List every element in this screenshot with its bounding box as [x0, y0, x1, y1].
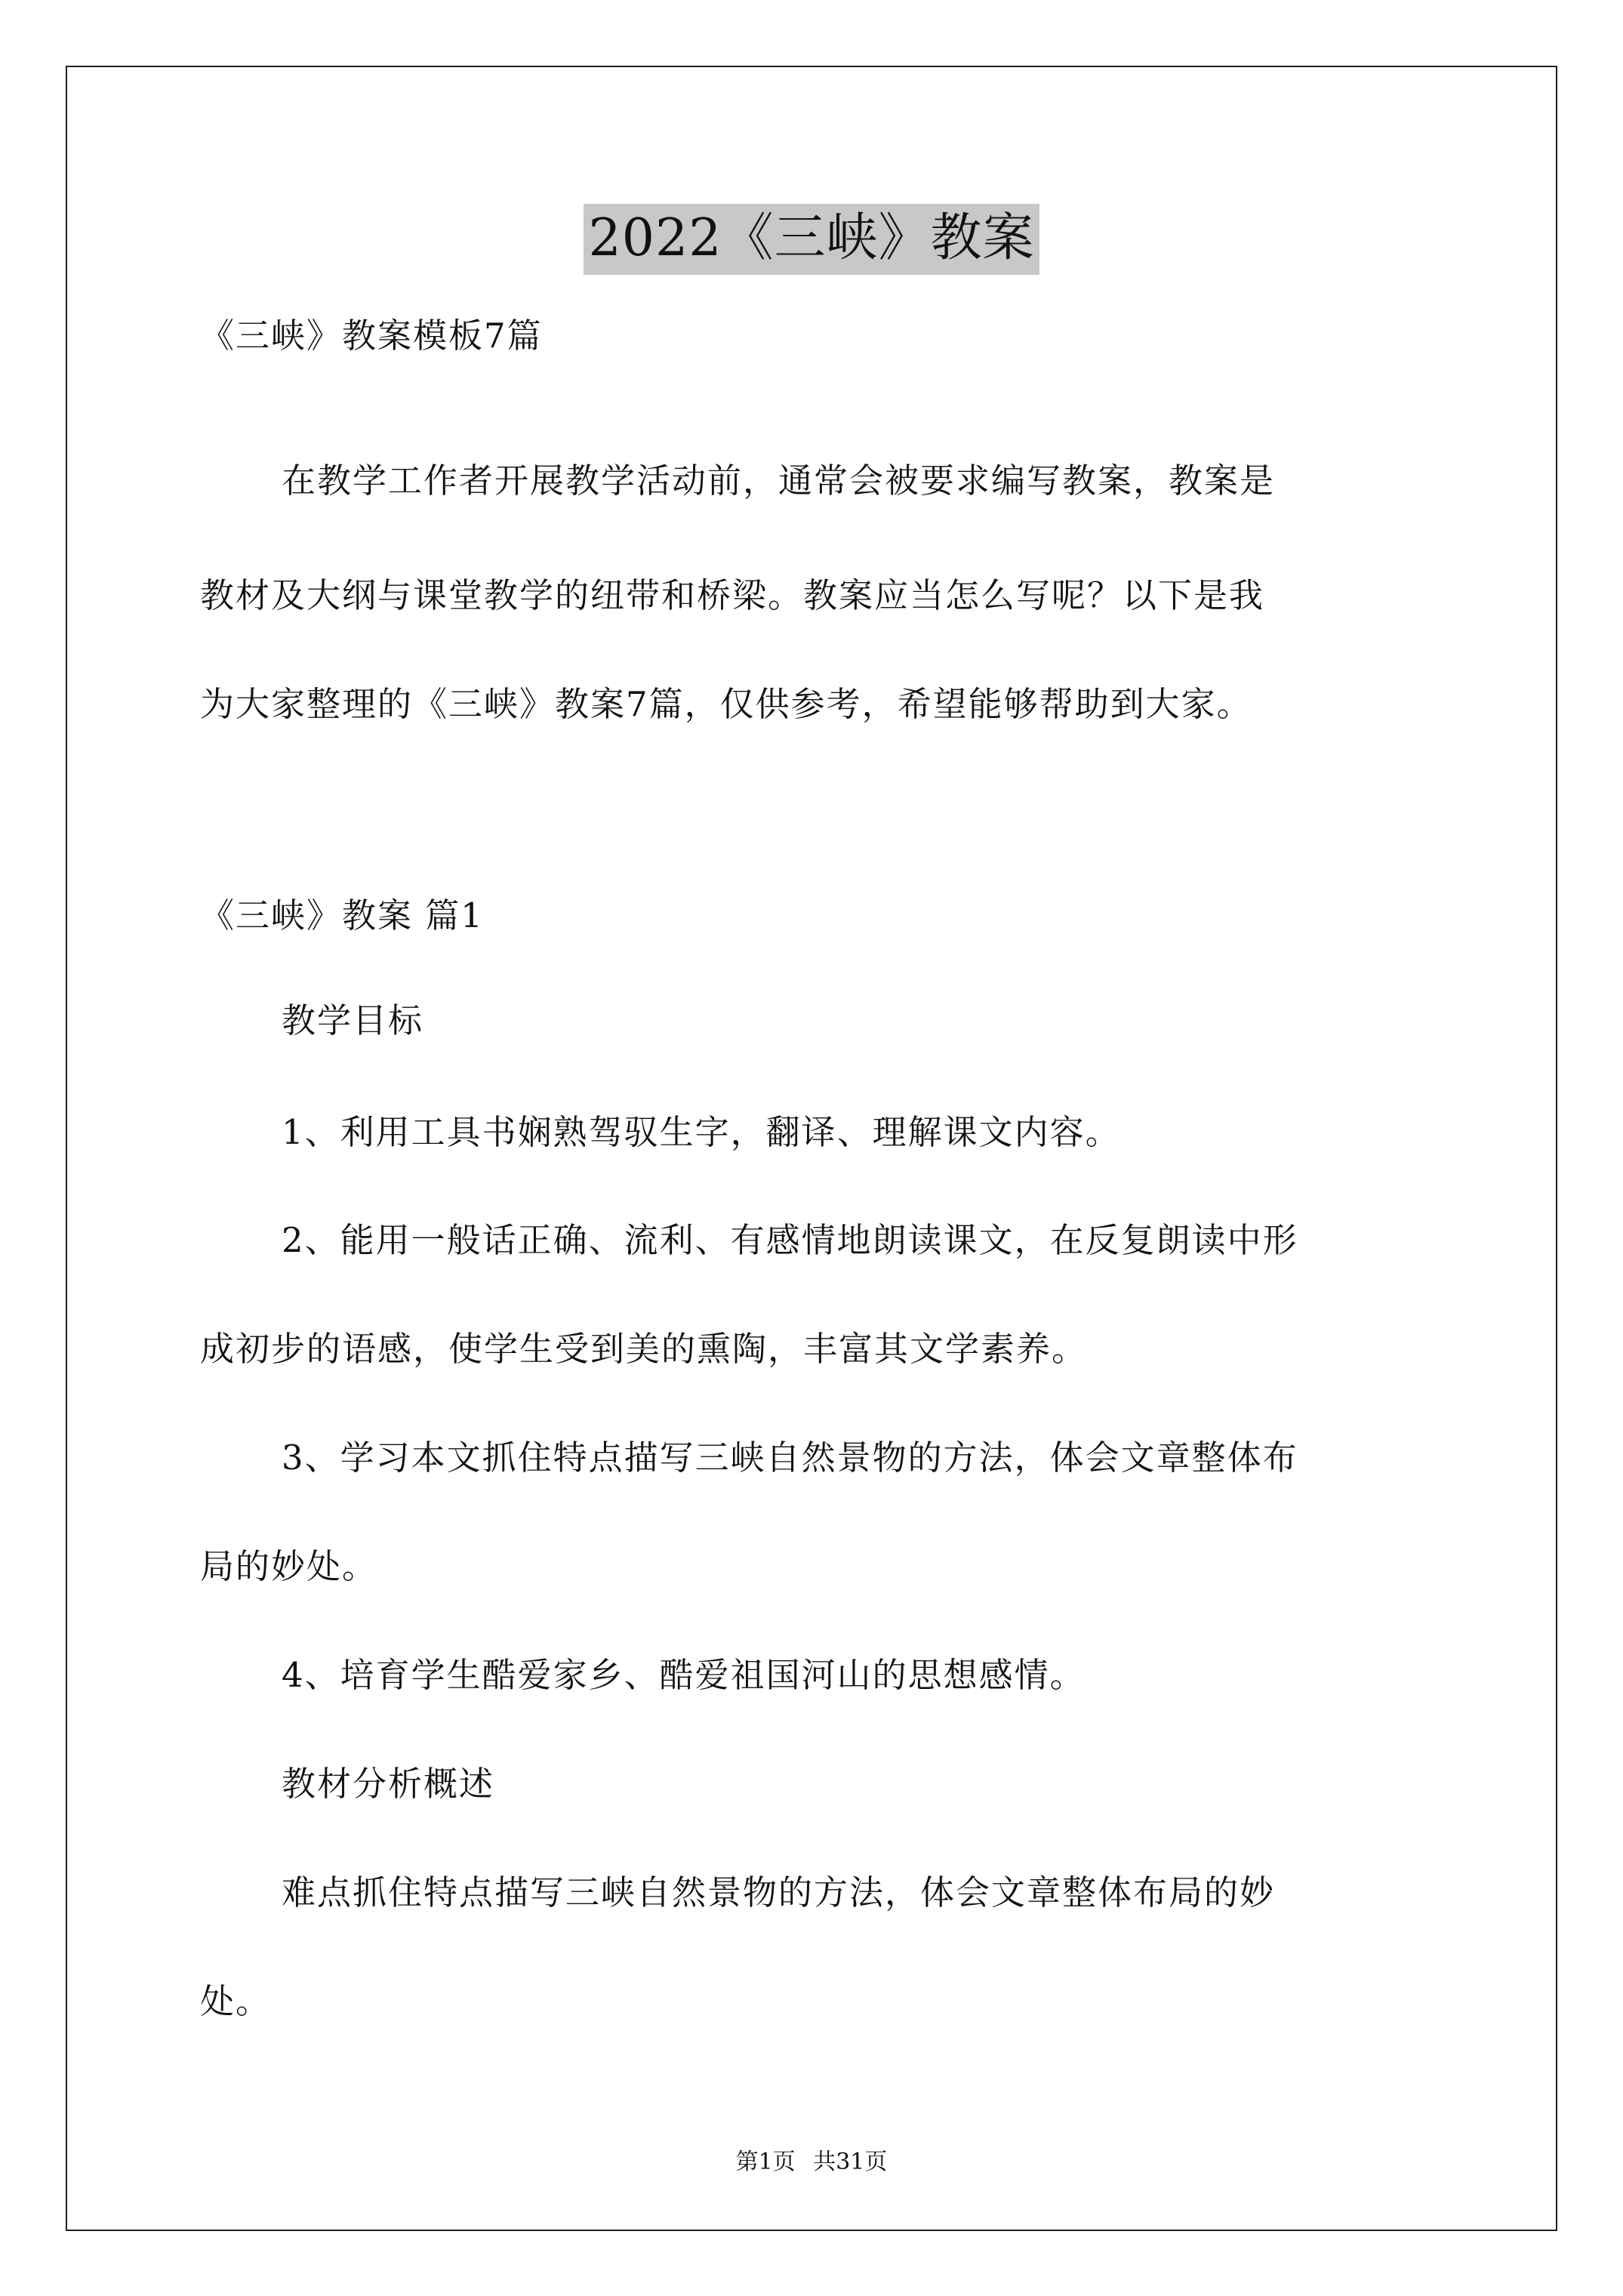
document-title-text: 2022《三峡》教案 — [584, 204, 1039, 275]
goal-item: 2、能用一般话正确、流利、有感情地朗读课文，在反复朗读中形 — [282, 1220, 1298, 1260]
analysis-paragraph-line: 处。 — [200, 1981, 272, 2021]
goal-item: 1、利用工具书娴熟驾驭生字，翻译、理解课文内容。 — [282, 1112, 1121, 1152]
page-number: 第1页 — [735, 2149, 796, 2175]
goal-item-continuation: 局的妙处。 — [200, 1546, 378, 1586]
page-total: 共31页 — [813, 2149, 888, 2175]
goal-item: 4、培育学生酷爱家乡、酷爱祖国河山的思想感情。 — [282, 1655, 1086, 1695]
goal-item-continuation: 成初步的语感，使学生受到美的熏陶，丰富其文学素养。 — [200, 1329, 1088, 1369]
document-title — [0, 204, 1623, 275]
document-subtitle: 《三峡》教案模板7篇 — [200, 316, 543, 356]
analysis-heading: 教材分析概述 — [282, 1764, 495, 1804]
section-heading: 《三峡》教案 篇1 — [200, 895, 484, 935]
analysis-paragraph-line: 难点抓住特点描写三峡自然景物的方法，体会文章整体布局的妙 — [282, 1872, 1276, 1912]
intro-paragraph-line: 教材及大纲与课堂教学的纽带和桥梁。教案应当怎么写呢？以下是我 — [200, 575, 1265, 615]
goal-item: 3、学习本文抓住特点描写三峡自然景物的方法，体会文章整体布 — [282, 1438, 1298, 1478]
page-footer — [0, 2143, 1623, 2176]
intro-paragraph-line: 为大家整理的《三峡》教案7篇，仅供参考，希望能够帮助到大家。 — [200, 684, 1252, 724]
intro-paragraph-line: 在教学工作者开展教学活动前，通常会被要求编写教案，教案是 — [282, 461, 1276, 501]
goals-heading: 教学目标 — [282, 1000, 424, 1040]
